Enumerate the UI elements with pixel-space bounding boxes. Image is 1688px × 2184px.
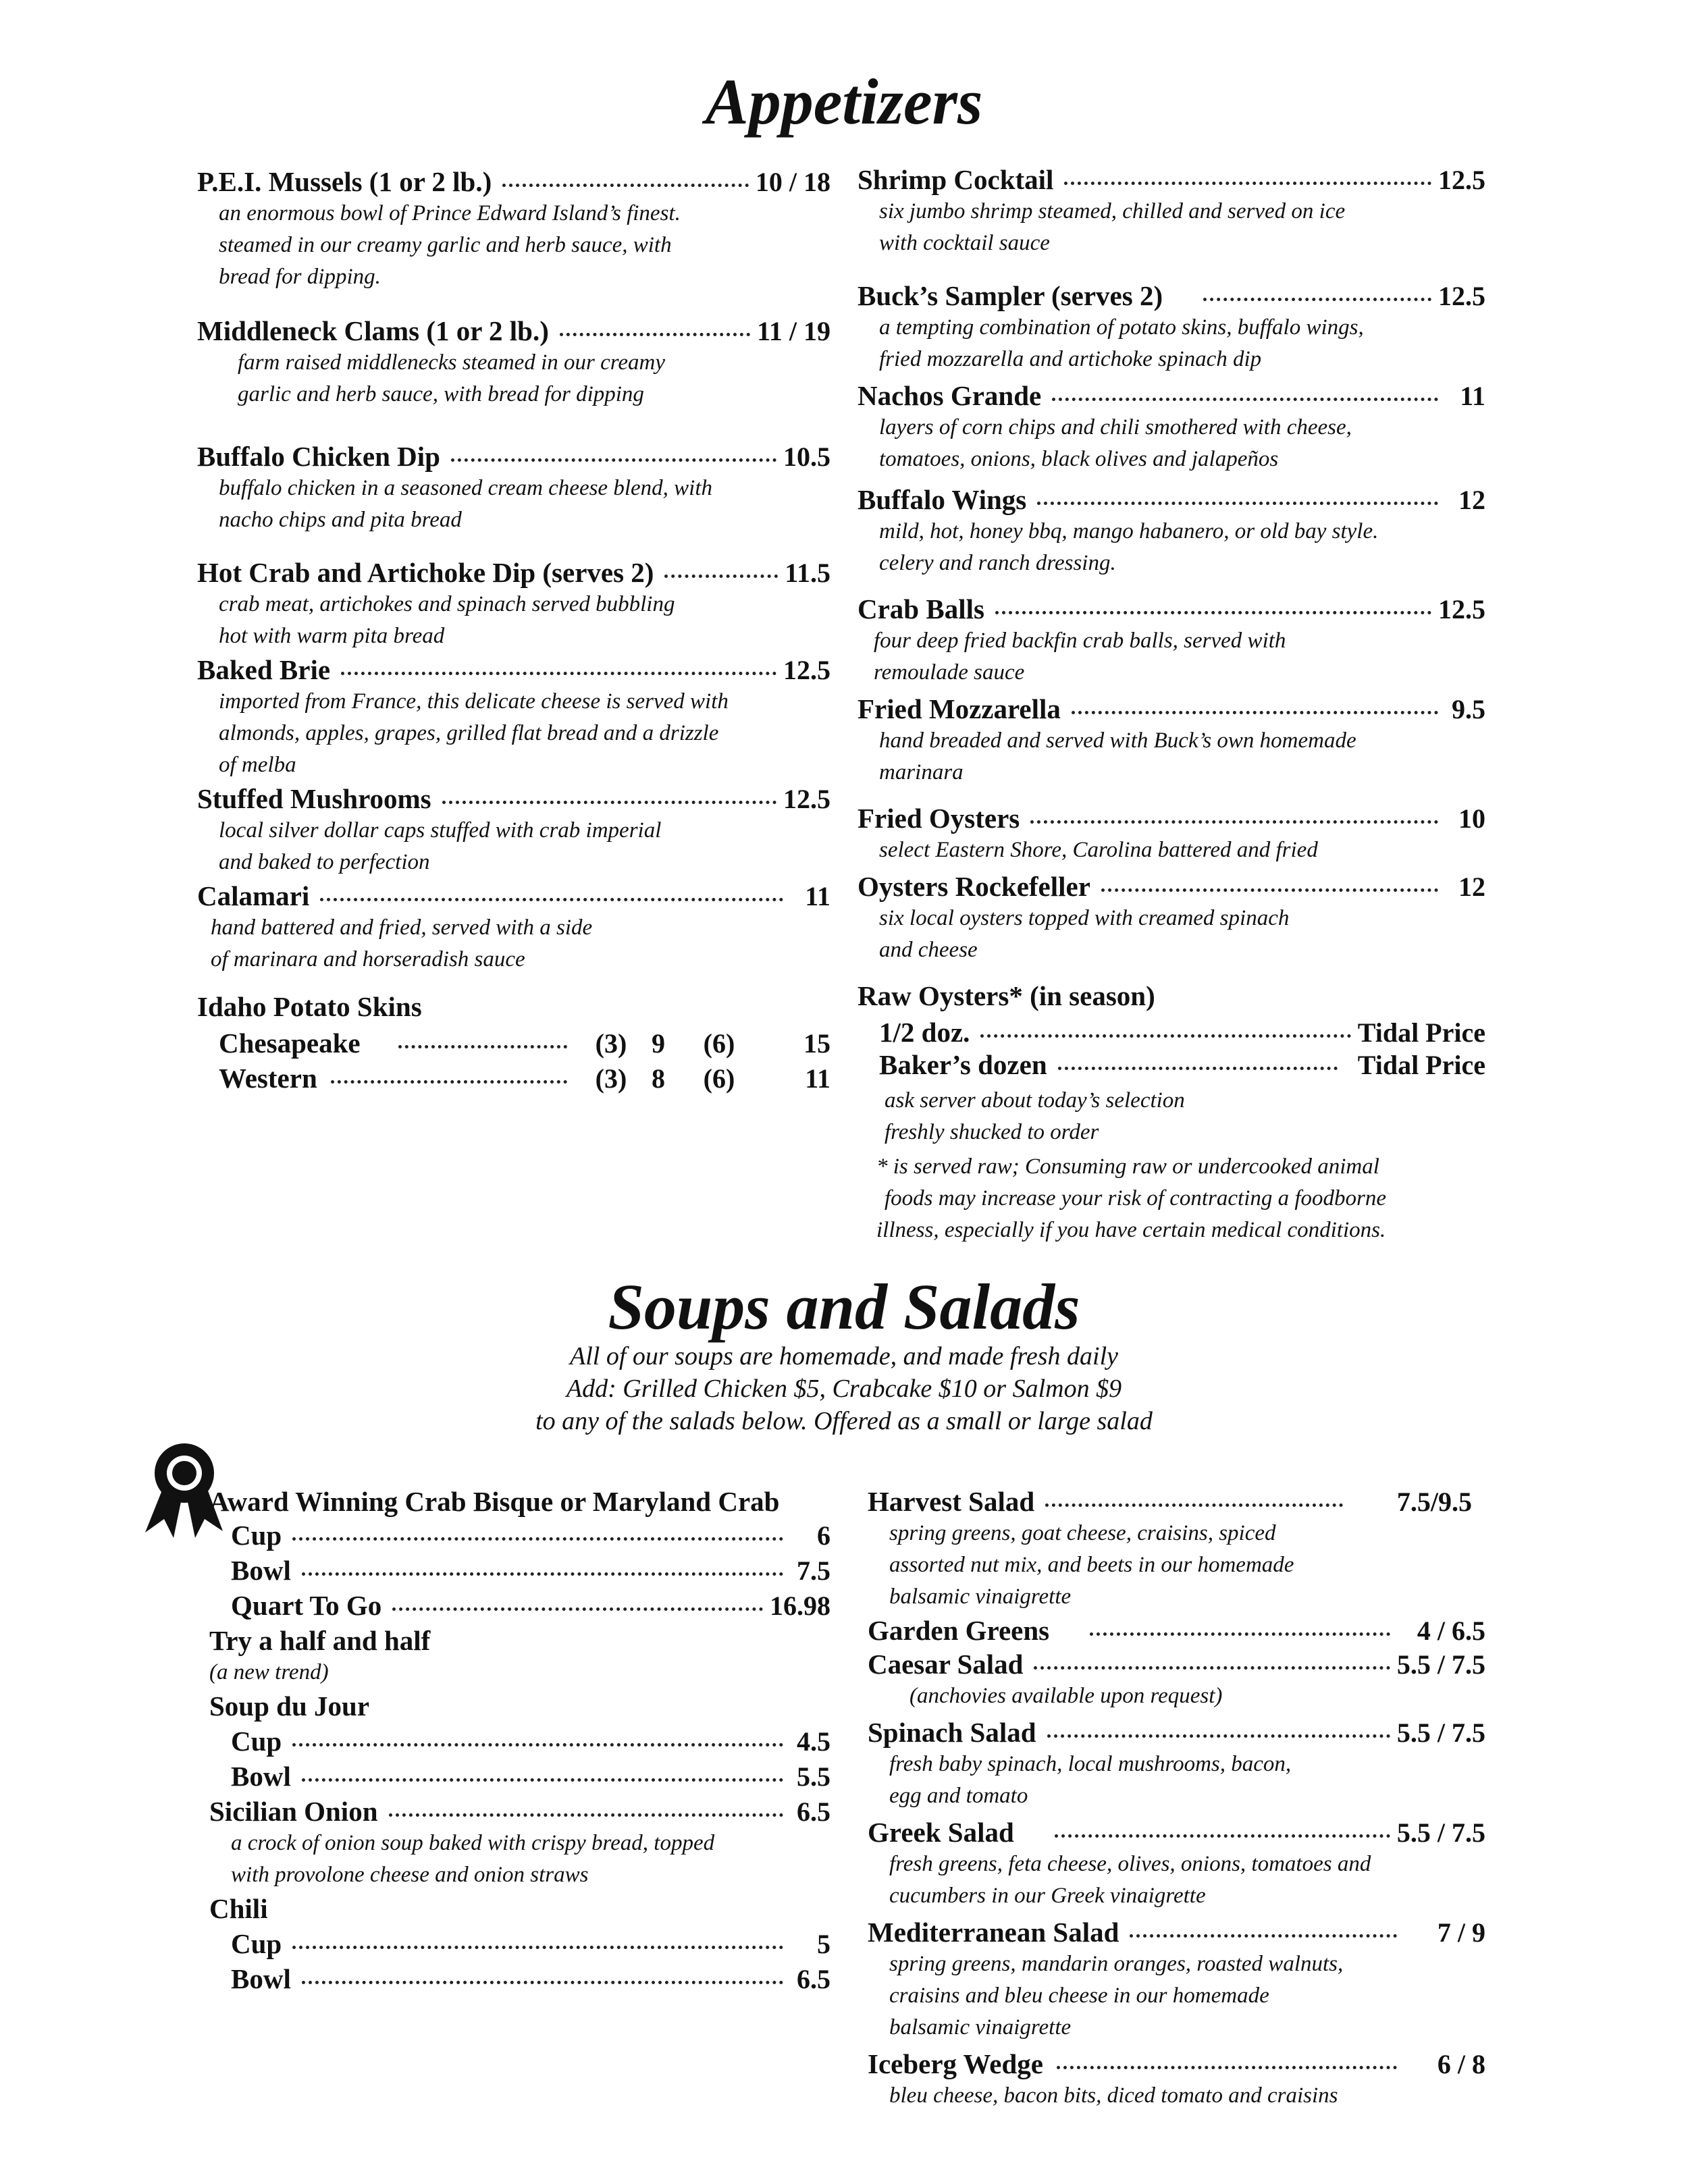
item-price: 9.5 xyxy=(1452,694,1485,724)
item-name: Shrimp Cocktail xyxy=(858,164,1054,195)
item-name: Caesar Salad xyxy=(868,1649,1024,1680)
dot-leader xyxy=(1047,1734,1390,1738)
item-price: 5.5 / 7.5 xyxy=(1396,1817,1485,1848)
item-name: Buffalo Chicken Dip xyxy=(197,441,440,472)
item-name: Raw Oysters* (in season) xyxy=(858,980,1155,1011)
dot-leader xyxy=(292,1537,783,1541)
dot-leader xyxy=(1064,182,1431,185)
item-name: Baked Brie xyxy=(197,654,331,685)
menu-item xyxy=(868,1816,1485,1912)
item-name: Oysters Rockefeller xyxy=(858,871,1090,902)
dot-leader xyxy=(392,1607,763,1611)
salads-column xyxy=(868,1485,1485,2112)
dot-leader xyxy=(302,1981,783,1984)
item-name: Harvest Salad xyxy=(868,1486,1035,1517)
item-name: Award Winning Crab Bisque or Maryland Crab xyxy=(209,1486,780,1517)
menu-item xyxy=(858,593,1485,689)
menu-item xyxy=(858,693,1485,789)
dot-leader xyxy=(292,1946,783,1949)
dot-leader xyxy=(1030,820,1438,824)
item-price: 4 / 6.5 xyxy=(1417,1616,1485,1646)
item-description: six jumbo shrimp steamed, chilled and served on ice with cocktail sauce xyxy=(879,199,1346,255)
item-description: crab meat, artichokes and spinach served bubbling hot with warm pita bread xyxy=(219,592,675,648)
item-description: bleu cheese, bacon bits, diced tomato and craisins xyxy=(889,2083,1338,2108)
item-name: Spinach Salad xyxy=(868,1717,1036,1748)
item-description: ask server about today’s selection freshly shucked to order xyxy=(885,1088,1185,1144)
dot-leader xyxy=(302,1778,783,1782)
menu-item xyxy=(197,880,830,976)
item-description: farm raised middlenecks steamed in our creamy garlic and herb sauce, with bread for dipping xyxy=(238,350,665,406)
price-row: Bowl 6.5 xyxy=(231,1963,830,1994)
menu-item xyxy=(868,1614,1485,1647)
menu-item xyxy=(858,483,1485,579)
item-price: 11 / 19 xyxy=(757,316,830,346)
menu-item xyxy=(197,165,830,293)
item-name: P.E.I. Mussels (1 or 2 lb.) xyxy=(197,166,492,197)
item-name: Middleneck Clams (1 or 2 lb.) xyxy=(197,315,549,346)
menu-item xyxy=(197,440,830,536)
dot-leader xyxy=(1052,398,1438,401)
item-price: 5.5 / 7.5 xyxy=(1396,1649,1485,1680)
raw-warning: * is served raw; Consuming raw or undercooked animal foods may increase your risk of contracting a foodborne illness, especially if you have certain medical conditions. xyxy=(876,1154,1387,1242)
skins-prices: (3) 9 (6) 15 xyxy=(595,1028,830,1059)
item-description: buffalo chicken in a seasoned cream cheese blend, with nacho chips and pita bread xyxy=(219,476,712,532)
menu-item xyxy=(868,2048,1485,2112)
menu-item xyxy=(858,379,1485,475)
item-price: 7.5/9.5 xyxy=(1396,1487,1472,1517)
soups-intro: All of our soups are homemade, and made fresh daily Add: Grilled Chicken $5, Crabcake $10 or Salmon $9 to any of the salads below. Offered as a small or large salad xyxy=(535,1342,1153,1435)
item-description: mild, hot, honey bbq, mango habanero, or old bay style. celery and ranch dressing. xyxy=(879,519,1379,575)
dot-leader xyxy=(1055,1834,1390,1838)
dot-leader xyxy=(1203,298,1431,301)
soups-column xyxy=(209,1485,830,1995)
menu-item xyxy=(868,1485,1485,1613)
item-name: Greek Salad xyxy=(868,1817,1014,1848)
item-name: Hot Crab and Artichoke Dip (serves 2) xyxy=(197,557,654,588)
dot-leader xyxy=(1058,1067,1338,1070)
menu-item xyxy=(868,1648,1485,1712)
potato-skins xyxy=(197,990,830,1094)
dot-leader xyxy=(664,575,778,578)
item-name: Calamari xyxy=(197,880,310,911)
item-name: Idaho Potato Skins xyxy=(197,991,422,1022)
item-description: hand battered and fried, served with a side of marinara and horseradish sauce xyxy=(211,915,593,971)
item-description: fresh greens, feta cheese, olives, onions, tomatoes and cucumbers in our Greek vinaigrette xyxy=(889,1852,1371,1908)
item-description: layers of corn chips and chili smothered with cheese, tomatoes, onions, black olives and jalapeños xyxy=(879,415,1352,471)
menu-item xyxy=(858,802,1485,866)
item-name: Sicilian Onion xyxy=(209,1796,378,1827)
item-description: local silver dollar caps stuffed with crab imperial and baked to perfection xyxy=(219,818,662,874)
dot-leader xyxy=(320,898,783,901)
price-row: Cup 5 xyxy=(231,1928,830,1959)
item-price: 11 xyxy=(805,881,830,911)
item-description: six local oysters topped with creamed spinach and cheese xyxy=(879,906,1290,962)
menu-item xyxy=(858,163,1485,259)
skins-row: Western (3) 8 (6) 11 xyxy=(219,1063,830,1094)
price-row: Bowl 7.5 xyxy=(231,1555,830,1586)
dot-leader xyxy=(1130,1934,1396,1938)
item-description: a crock of onion soup baked with crispy bread, topped with provolone cheese and onion straws xyxy=(231,1831,715,1887)
menu-item xyxy=(868,1916,1485,2044)
appetizers-left-column xyxy=(197,165,830,1094)
item-price: 12.5 xyxy=(1438,165,1485,195)
price-row: Cup 4.5 xyxy=(231,1726,830,1757)
item-note: (a new trend) xyxy=(209,1660,329,1684)
appetizers-right-column xyxy=(858,163,1485,1246)
item-description: four deep fried backfin crab balls, served with remoulade sauce xyxy=(874,629,1286,685)
menu-item xyxy=(209,1795,830,1891)
dot-leader xyxy=(341,672,776,675)
dot-leader xyxy=(1057,2066,1397,2069)
item-price: 11 xyxy=(1460,381,1485,411)
dot-leader xyxy=(331,1080,567,1084)
item-price: 12.5 xyxy=(783,784,830,814)
raw-row: Baker’s dozen Tidal Price xyxy=(879,1049,1485,1080)
item-price: 7 / 9 xyxy=(1437,1917,1485,1948)
menu-item xyxy=(197,654,830,781)
raw-row: 1/2 doz. Tidal Price xyxy=(879,1017,1485,1048)
menu-item xyxy=(197,315,830,410)
dot-leader xyxy=(1037,502,1438,505)
item-name: Buck’s Sampler (serves 2) xyxy=(858,280,1163,311)
menu-item xyxy=(868,1716,1485,1812)
price-row: Bowl 5.5 xyxy=(231,1761,830,1792)
soups-salads-title: Soups and Salads xyxy=(608,1271,1080,1343)
item-name: Soup du Jour xyxy=(209,1690,370,1722)
item-price: 10 xyxy=(1458,803,1485,834)
item-description: (anchovies available upon request) xyxy=(909,1684,1223,1708)
menu-item xyxy=(858,870,1485,966)
item-price: 6.5 xyxy=(797,1796,830,1827)
item-name: Try a half and half xyxy=(209,1625,431,1656)
item-name: Stuffed Mushrooms xyxy=(197,783,431,814)
item-name: Fried Mozzarella xyxy=(858,693,1061,724)
item-name: Garden Greens xyxy=(868,1615,1050,1646)
dot-leader xyxy=(302,1572,783,1576)
raw-oysters xyxy=(858,980,1485,1246)
item-price: 5.5 / 7.5 xyxy=(1396,1717,1485,1748)
item-description: select Eastern Shore, Carolina battered and fried xyxy=(879,838,1318,862)
menu-item xyxy=(197,782,830,878)
dot-leader xyxy=(995,611,1431,614)
item-name: Mediterranean Salad xyxy=(868,1917,1119,1948)
dot-leader xyxy=(442,801,776,804)
appetizers-title: Appetizers xyxy=(705,65,983,138)
item-description: a tempting combination of potato skins, buffalo wings, fried mozzarella and artichoke spinach dip xyxy=(879,315,1364,371)
dot-leader xyxy=(389,1813,783,1817)
dot-leader xyxy=(1090,1632,1390,1636)
item-name: Crab Balls xyxy=(858,593,984,624)
item-name: Nachos Grande xyxy=(858,380,1042,411)
item-price: 12 xyxy=(1458,485,1485,515)
item-price: 12.5 xyxy=(1438,594,1485,624)
skins-row: Chesapeake (3) 9 (6) 15 xyxy=(219,1028,830,1059)
item-price: 12.5 xyxy=(783,655,830,685)
dot-leader xyxy=(1045,1503,1343,1507)
dot-leader xyxy=(980,1034,1350,1038)
item-price: 10.5 xyxy=(783,442,830,472)
item-price: 12.5 xyxy=(1438,281,1485,311)
item-price: 11.5 xyxy=(785,558,830,588)
dot-leader xyxy=(1101,888,1438,892)
skins-prices: (3) 8 (6) 11 xyxy=(595,1063,830,1094)
item-name: Iceberg Wedge xyxy=(868,2048,1043,2079)
item-price: 6 / 8 xyxy=(1437,2049,1485,2079)
item-description: an enormous bowl of Prince Edward Island’s finest. steamed in our creamy garlic and herb sauce, with bread for dipping. xyxy=(219,201,681,289)
item-name: Fried Oysters xyxy=(858,803,1020,834)
item-description: hand breaded and served with Buck’s own homemade marinara xyxy=(879,728,1356,784)
item-name: Chili xyxy=(209,1893,268,1924)
dot-leader xyxy=(1072,711,1438,714)
menu-item xyxy=(858,279,1485,375)
dot-leader xyxy=(451,458,776,462)
item-description: spring greens, mandarin oranges, roasted walnuts, craisins and bleu cheese in our homemade balsamic vinaigrette xyxy=(889,1952,1344,2040)
dot-leader xyxy=(560,333,750,336)
dot-leader xyxy=(502,184,749,187)
price-row: Cup 6 xyxy=(231,1520,830,1551)
item-price: 12 xyxy=(1458,872,1485,902)
dot-leader xyxy=(292,1743,783,1747)
price-row: Quart To Go 16.98 xyxy=(231,1590,830,1621)
menu-item xyxy=(197,556,830,652)
dot-leader xyxy=(1034,1666,1390,1670)
item-name: Buffalo Wings xyxy=(858,484,1027,515)
item-description: imported from France, this delicate cheese is served with almonds, apples, grapes, grilled flat bread and a drizzle of melba xyxy=(219,689,729,777)
dot-leader xyxy=(398,1045,567,1048)
item-description: spring greens, goat cheese, craisins, spiced assorted nut mix, and beets in our homemade balsamic vinaigrette xyxy=(889,1521,1294,1609)
item-price: 10 / 18 xyxy=(755,167,830,197)
item-description: fresh baby spinach, local mushrooms, bacon, egg and tomato xyxy=(889,1752,1292,1808)
